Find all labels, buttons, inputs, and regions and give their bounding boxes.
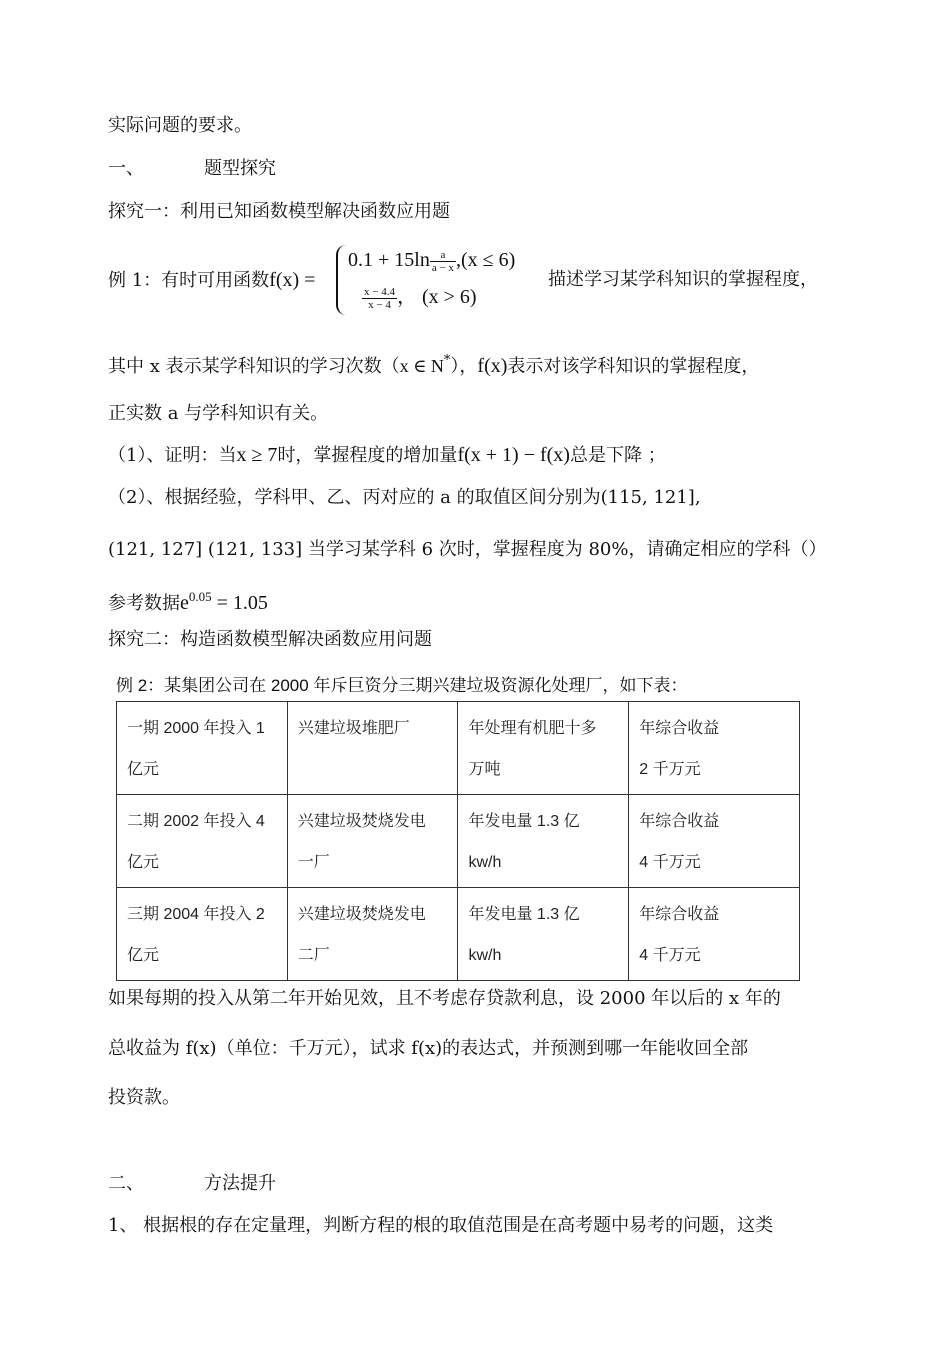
math-exponent: 0.05: [188, 589, 212, 604]
table-cell: 一期 2000 年投入 1 亿元: [117, 702, 288, 795]
section-title: 题型探究: [204, 158, 276, 179]
piece-1: [348, 249, 515, 274]
explore-1-heading: 探究一：利用已知函数模型解决函数应用题: [108, 201, 450, 222]
text: （1）、证明：当: [108, 445, 237, 466]
example-2-caption: 例 2：某集团公司在 2000 年斥巨资分三期兴建垃圾资源化处理厂，如下表：: [116, 676, 688, 695]
table-row: [117, 702, 800, 795]
example-1-tail: 描述学习某学科知识的掌握程度，: [548, 269, 818, 290]
piece-1-fraction: [430, 249, 456, 274]
example-1-lead: [108, 266, 315, 295]
reference-data: [108, 583, 268, 618]
question-1: [108, 441, 666, 470]
piece-1-condition: ,(x ≤ 6): [455, 249, 516, 272]
section-number: 一、: [108, 158, 144, 179]
text: 其中 x 表示某学科知识的学习次数（: [108, 356, 400, 377]
text: 总是下降 ；: [569, 445, 666, 466]
paragraph-problem-2: 总收益为 f(x)（单位：千万元），试求 f(x)的表达式，并预测到哪一年能收回全部: [108, 1038, 749, 1059]
investment-table: [116, 701, 800, 981]
table-cell: 三期 2004 年投入 2 亿元: [117, 888, 288, 981]
paragraph-problem-1: 如果每期的投入从第二年开始见效，且不考虑存贷款利息，设 2000 年以后的 x 年的: [108, 988, 781, 1009]
math-equals: = 1.05: [211, 592, 268, 614]
math-x-in-n: x ∈ N: [399, 356, 444, 376]
paragraph-intro: 实际问题的要求。: [108, 115, 252, 136]
table-cell: 年综合收益 4 千万元: [629, 795, 800, 888]
section-heading-1: [108, 155, 276, 183]
fraction-numerator: x − 4.4: [364, 286, 395, 299]
table-cell: 年综合收益 4 千万元: [629, 888, 800, 981]
piece-2-condition: ， (x > 6): [396, 286, 477, 308]
question-2-line-2: (121, 127] (121, 133] 当学习某学科 6 次时，掌握程度为 80%，请确定相应的学科（）: [108, 539, 827, 560]
section-heading-2: [108, 1170, 276, 1198]
table-cell: 年综合收益 2 千万元: [629, 702, 800, 795]
table-cell: 兴建垃圾焚烧发电 一厂: [287, 795, 458, 888]
piece-2: [362, 280, 477, 311]
fraction-denominator: x − 4: [368, 299, 391, 312]
table-cell: 年处理有机肥十多 万吨: [458, 702, 629, 795]
paragraph-definition: [108, 347, 759, 381]
section-title: 方法提升: [204, 1173, 276, 1194]
math-fx: f(x): [477, 355, 508, 377]
piece-2-fraction: [362, 286, 397, 311]
text: 时，掌握程度的增加量: [277, 445, 458, 466]
piece-1-expr: 0.1 + 15ln: [348, 249, 430, 272]
example-1-text: 例 1：有时可用函数: [108, 270, 270, 291]
table-cell: 兴建垃圾堆肥厂: [287, 702, 458, 795]
fraction-denominator: a − x: [431, 262, 454, 274]
math-condition: x ≥ 7: [236, 444, 278, 466]
superscript: *: [443, 353, 451, 368]
piecewise-brace: [336, 245, 348, 315]
fraction-numerator: a: [430, 249, 456, 262]
paragraph-method-1: 1、 根据根的存在定量理，判断方程的根的取值范围是在高考题中易考的问题，这类: [108, 1215, 774, 1236]
table-cell: 年发电量 1.3 亿 kw/h: [458, 888, 629, 981]
table-row: [117, 795, 800, 888]
text: ），: [450, 356, 478, 377]
text: 表示对该学科知识的掌握程度，: [507, 356, 760, 377]
explore-2-heading: 探究二：构造函数模型解决函数应用问题: [108, 629, 432, 650]
paragraph-problem-3: 投资款。: [108, 1087, 180, 1108]
section-number: 二、: [108, 1173, 144, 1194]
table-cell: 年发电量 1.3 亿 kw/h: [458, 795, 629, 888]
function-name: f(x) =: [269, 269, 316, 291]
math-base: e: [180, 592, 189, 614]
text: 参考数据: [108, 593, 180, 614]
paragraph-a: 正实数 a 与学科知识有关。: [108, 403, 329, 424]
table-cell: 二期 2002 年投入 4 亿元: [117, 795, 288, 888]
question-2-line-1: （2）、根据经验，学科甲、乙、丙对应的 a 的取值区间分别为(115, 121],: [108, 487, 701, 508]
math-expression: f(x + 1) − f(x): [457, 444, 570, 466]
table-row: [117, 888, 800, 981]
table-cell: 兴建垃圾焚烧发电 二厂: [287, 888, 458, 981]
